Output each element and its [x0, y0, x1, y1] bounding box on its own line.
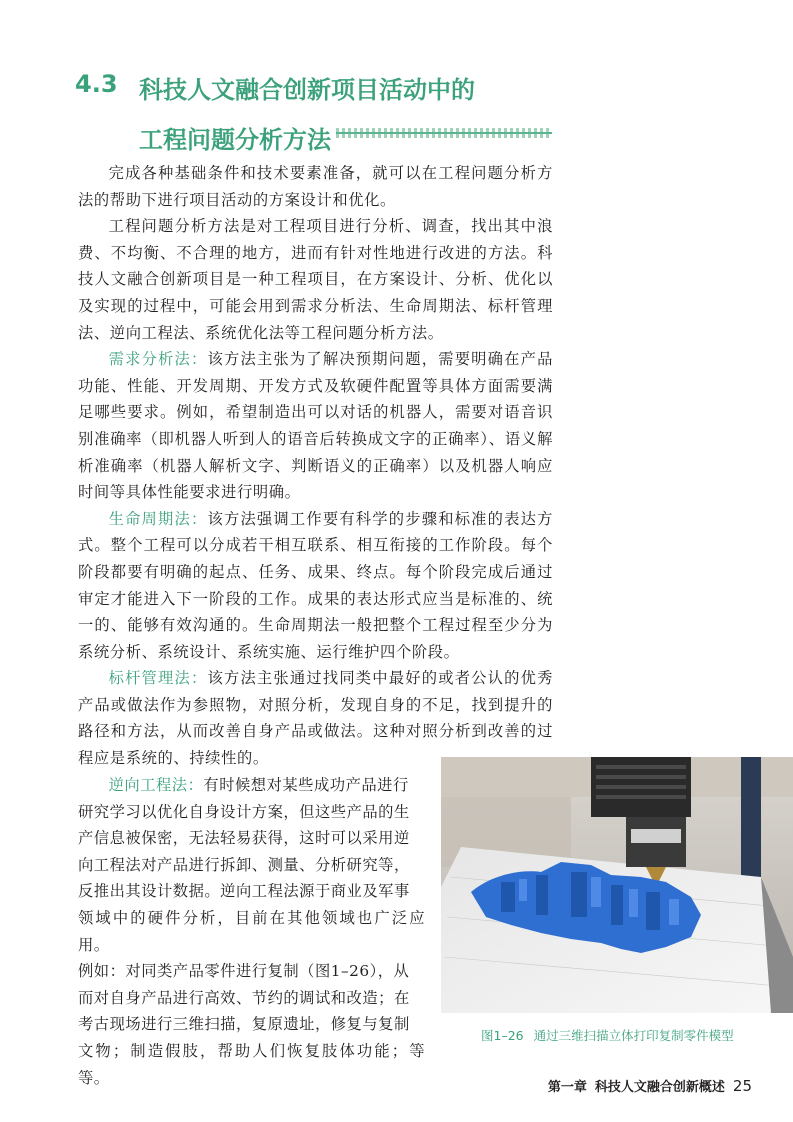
section-title-line2: 工程问题分析方法 — [139, 126, 331, 154]
text-line: 领域中的硬件分析，目前在其他领域也广泛应用。 — [78, 908, 425, 954]
footer-chapter: 第一章 — [547, 1080, 587, 1095]
body-text — [78, 160, 553, 772]
text-line: 例如：对同类产品零件进行复制（图1–26），从 — [78, 962, 410, 981]
paragraph-demand-analysis-text: 该方法主张为了解决预期问题，需要明确在产品功能、性能、开发周期、开发方式及软硬件配置等具体方面需要满足哪些要求。例如，希望制造出可以对话的机器人，需要对语音识别准确率（即机器人听到人的语音后转换成文字的正确率）、语义解析准确率（机器人解析文字、判断语义的正确率）以及机器人响应时间等具体性能要求进行明确。 — [78, 350, 553, 502]
paragraph-benchmarking-text: 该方法主张通过找同类中最好的或者公认的优秀产品或做法作为参照物，对照分析，发现自身的不足，找到提升的路径和方法，从而改善自身产品或做法。这种对照分析到改善的过程应是系统的、持续性的。 — [78, 669, 553, 768]
text-line: 考古现场进行三维扫描，复原遗址，修复与复制 — [78, 1015, 410, 1034]
section-title-line1: 科技人文融合创新项目活动中的 — [139, 76, 475, 104]
figure-number: 图1–26 — [481, 1028, 524, 1043]
paragraph-intro: 完成各种基础条件和技术要素准备，就可以在工程问题分析方法的帮助下进行项目活动的方案设计和优化。 — [78, 164, 553, 209]
paragraph-life-cycle-text: 该方法强调工作要有科学的步骤和标准的表达方式。整个工程可以分成若干相互联系、相互衔接的工作阶段。每个阶段都要有明确的起点、任务、成果、终点。每个阶段完成后通过审定才能进入下一阶段的工作。成果的表达形式应当是标准的、统一的、能够有效沟通的。生命周期法一般把整个工程过程至少分为系统分析、系统设计、系统实施、运行维护四个阶段。 — [78, 509, 553, 661]
paragraph-definition: 工程问题分析方法是对工程项目进行分析、调查，找出其中浪费、不均衡、不合理的地方，进而有针对性地进行改进的方法。科技人文融合创新项目是一种工程项目，在方案设计、分析、优化以及实现的过程中，可能会用到需求分析法、生命周期法、标杆管理法、逆向工程法、系统优化法等工程问题分析方法。 — [78, 217, 553, 342]
figure-caption — [481, 1026, 734, 1044]
figure-caption-text: 通过三维扫描立体打印复制零件模型 — [533, 1028, 734, 1043]
text-line: 研究学习以优化自身设计方案，但这些产品的生 — [78, 802, 410, 821]
page-footer — [548, 1076, 752, 1095]
figure-3d-print-photo — [441, 757, 793, 1013]
term-reverse-engineering: 逆向工程法： — [108, 776, 204, 794]
term-demand-analysis: 需求分析法： — [108, 350, 208, 369]
text-line: 向工程法对产品进行拆卸、测量、分析研究等， — [78, 855, 410, 874]
footer-title: 科技人文融合创新概述 — [594, 1080, 725, 1095]
text-line: 文物；制造假肢，帮助人们恢复肢体功能；等等。 — [78, 1041, 425, 1087]
paragraph-life-cycle — [78, 506, 553, 666]
section-number: 4.3 — [75, 70, 118, 98]
paragraph-benchmarking — [78, 665, 553, 771]
page-number: 25 — [732, 1077, 752, 1095]
paragraph-demand-analysis — [78, 346, 553, 506]
heading-decoration-rule — [336, 128, 552, 138]
photo-3d-printer-illustration — [441, 757, 793, 1013]
text-line: 而对自身产品进行高效、节约的调试和改造；在 — [78, 988, 410, 1007]
paragraph-reverse-engineering — [78, 772, 425, 1091]
term-life-cycle: 生命周期法： — [108, 509, 208, 528]
text-line: 反推出其设计数据。逆向工程法源于商业及军事 — [78, 882, 410, 901]
text-line: 产信息被保密，无法轻易获得，这时可以采用逆 — [78, 829, 410, 848]
term-benchmarking: 标杆管理法： — [108, 669, 208, 688]
text-line: 逆向工程法：有时候想对某些成功产品进行 — [108, 776, 409, 794]
